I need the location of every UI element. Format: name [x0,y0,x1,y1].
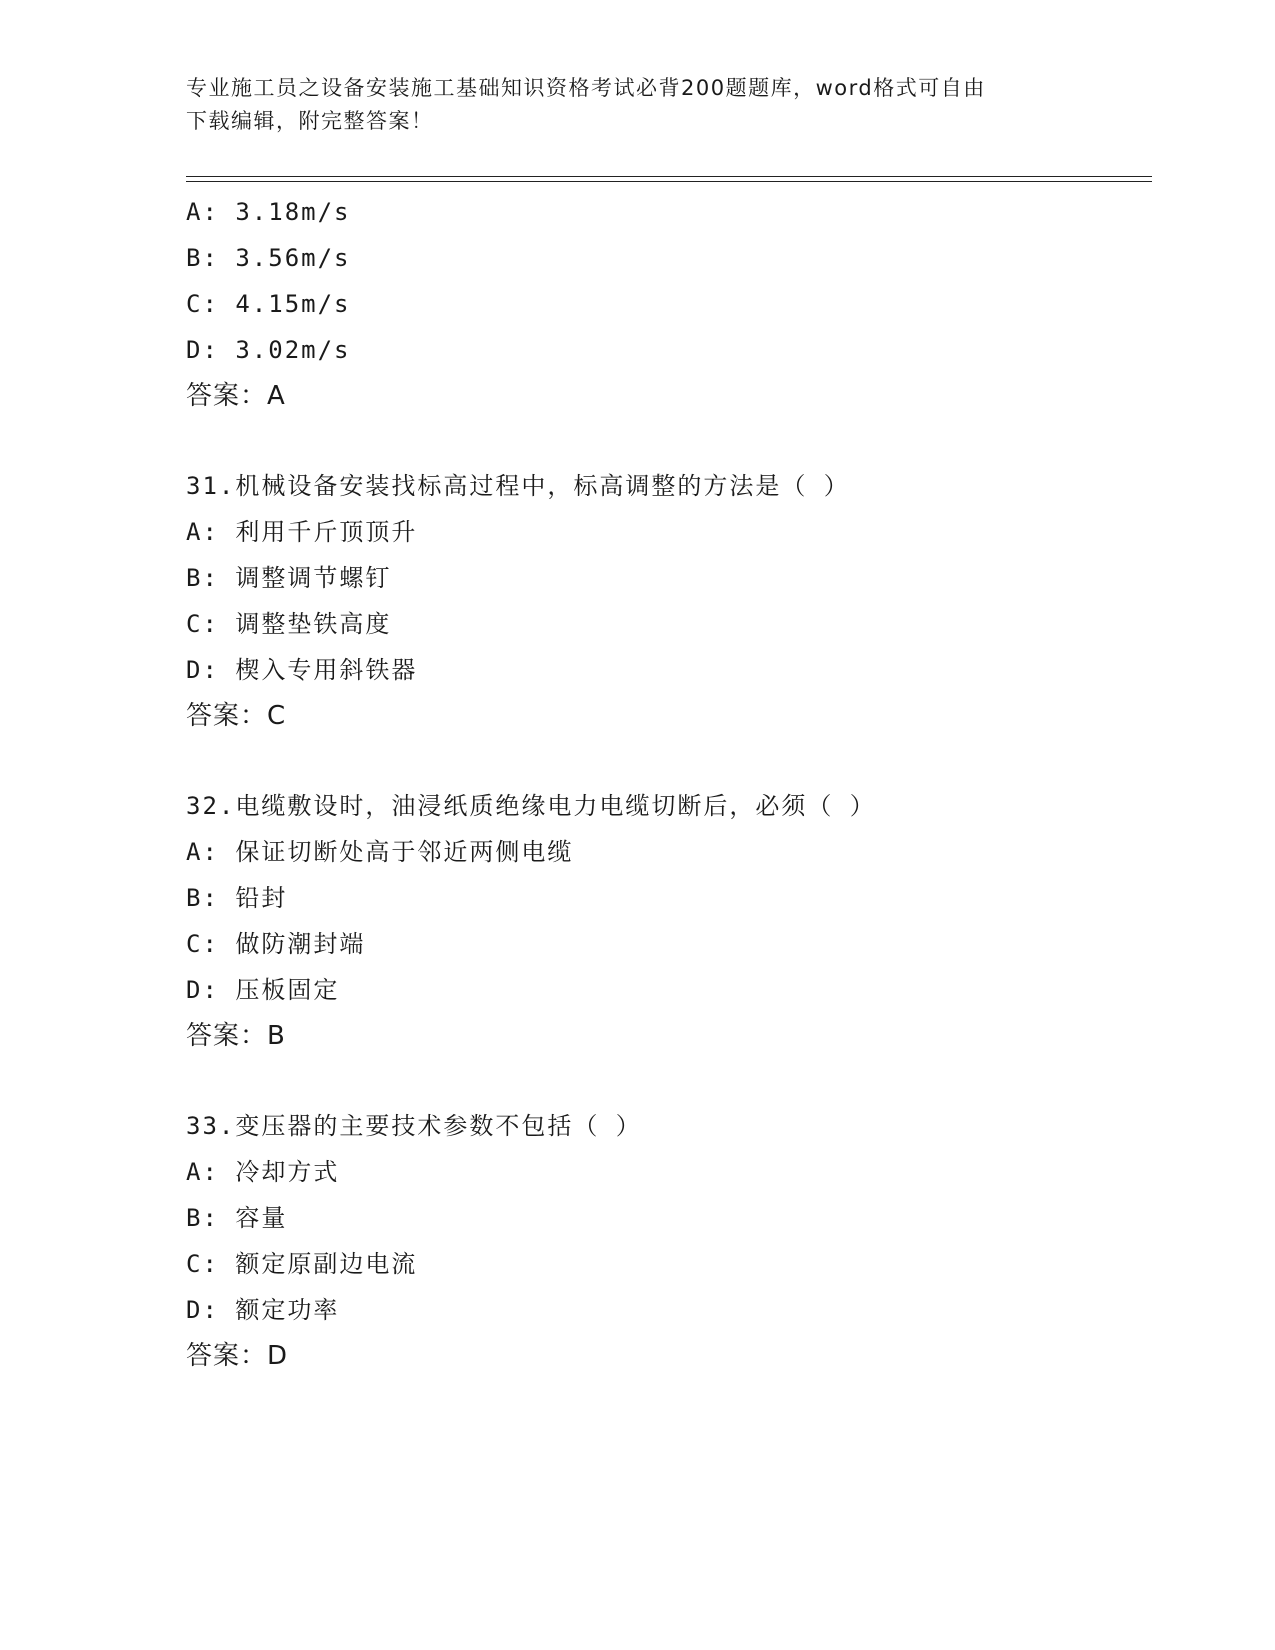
header-line-1: 专业施工员之设备安装施工基础知识资格考试必背200题题库，word格式可自由 [186,76,986,100]
answer: 答案：B [186,1021,286,1051]
document-header [186,72,1066,138]
header-line-2: 下载编辑，附完整答案！ [186,109,434,133]
option-d: D: 3.02m/s [186,336,351,364]
option-b: B: 容量 [186,1204,288,1232]
header-divider-top [186,176,1152,177]
answer: 答案：C [186,701,287,731]
option-b: B: 调整调节螺钉 [186,564,392,592]
option-d: D: 楔入专用斜铁器 [186,656,418,684]
option-c: C: 4.15m/s [186,290,351,318]
option-b: B: 3.56m/s [186,244,351,272]
option-a: A: 冷却方式 [186,1158,340,1186]
option-c: C: 额定原副边电流 [186,1250,418,1278]
answer: 答案：D [186,1341,289,1371]
answer: 答案：A [186,381,286,411]
option-b: B: 铅封 [186,884,288,912]
question-block-33 [186,1103,1152,1379]
option-d: D: 压板固定 [186,976,340,1004]
header-divider-bottom [186,181,1152,182]
question-block-31 [186,463,1152,739]
question-list [186,189,1152,1423]
option-a: A: 利用千斤顶顶升 [186,518,418,546]
option-d: D: 额定功率 [186,1296,340,1324]
option-a: A: 3.18m/s [186,198,351,226]
question-text: 32.电缆敷设时，油浸纸质绝缘电力电缆切断后，必须（ ） [186,792,876,820]
question-block-30 [186,189,1152,419]
question-block-32 [186,783,1152,1059]
question-text: 31.机械设备安装找标高过程中，标高调整的方法是（ ） [186,472,850,500]
question-text: 33.变压器的主要技术参数不包括（ ） [186,1112,642,1140]
option-a: A: 保证切断处高于邻近两侧电缆 [186,838,574,866]
option-c: C: 调整垫铁高度 [186,610,392,638]
option-c: C: 做防潮封端 [186,930,366,958]
